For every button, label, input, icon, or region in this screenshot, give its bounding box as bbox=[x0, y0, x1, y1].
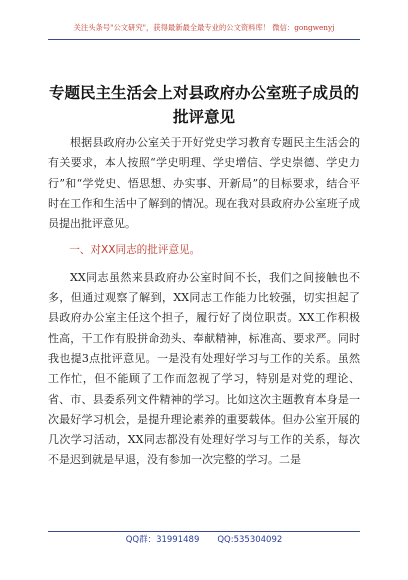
header-banner: 关注头条号"公文研究"，获得最新最全最专业的公文资料库！ 微信：gongwenyj bbox=[73, 23, 335, 32]
footer-qq-group: QQ群：31991489 bbox=[125, 535, 200, 545]
header-divider bbox=[48, 39, 360, 40]
body-paragraph: XX同志虽然来县政府办公室时间不长，我们之间接触也不多，但通过观察了解到，XX同志工作能力比较强，切实担起了县政府办公室主任这个担子，履行好了岗位职责。XX工作积极性高，干工作有股拼命劲头、奉献精神，标准高、要求严。同时我也提3点批评意见。一是没有处理好学习与工作的关系。虽然工作忙，但不能顾了工作而忽视了学习，特别是对党的理论、省、市、县委系列文件精神的学习。比如这次主题教育本身是一次最好学习机会，是提升理论素养的重要载体。但办公室开展的几次学习活动，XX同志都没有处理好学习与工作的关系，每次不是迟到就是早退，没有参加一次完整的学习。二是 bbox=[48, 270, 360, 467]
footer-divider bbox=[48, 531, 360, 532]
document-title: 专题民主生活会上对县政府办公室班子成员的批评意见 bbox=[48, 83, 359, 126]
section-heading: 一、对XX同志的批评意见。 bbox=[69, 244, 201, 257]
footer-qq: QQ:535304092 bbox=[217, 535, 283, 545]
intro-paragraph: 根据县政府办公室关于开好党史学习教育专题民主生活会的有关要求，本人按照“学史明理、学史增信、学史崇德、学史力行”和“学党史、悟思想、办实事、开新局”的目标要求，结合平时在工作和生活中了解到的情况。现在我对县政府办公室班子成员提出批评意见。 bbox=[48, 136, 360, 231]
footer bbox=[48, 534, 360, 546]
document-body bbox=[48, 133, 360, 477]
